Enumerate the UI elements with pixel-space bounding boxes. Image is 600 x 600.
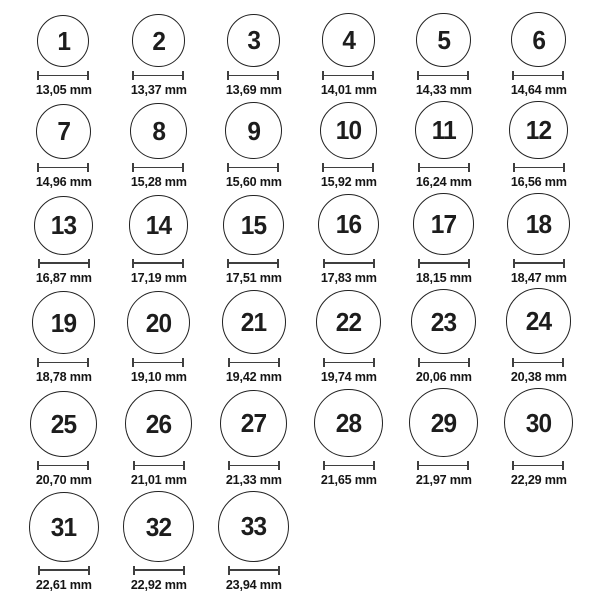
ring-size-cell (413, 193, 475, 285)
diameter-measure-line (513, 259, 565, 268)
diameter-label: 19,10 mm (130, 369, 187, 385)
ring-size-cell (507, 193, 569, 285)
ring-circle (32, 291, 95, 354)
diameter-label: 13,37 mm (130, 82, 187, 97)
chart-row-3 (16, 193, 586, 285)
diameter-label: 13,69 mm (225, 82, 282, 97)
ring-size-number: 5 (437, 24, 450, 55)
ring-circle (123, 491, 194, 562)
ring-size-cell (415, 101, 473, 189)
ring-size-cell (29, 492, 99, 592)
diameter-label: 16,24 mm (415, 174, 472, 190)
diameter-measure-line (133, 461, 185, 470)
ring-size-cell (223, 195, 283, 285)
diameter-measure-line (418, 259, 470, 268)
ring-size-number: 28 (335, 408, 362, 439)
diameter-label: 15,60 mm (225, 174, 282, 190)
diameter-measure-line (512, 71, 564, 80)
diameter-label: 20,70 mm (35, 472, 92, 488)
ring-size-number: 7 (57, 116, 70, 147)
ring-circle (413, 193, 475, 255)
ring-size-number: 29 (430, 407, 457, 438)
ring-size-number: 30 (525, 407, 552, 438)
ring-size-number: 27 (240, 408, 267, 439)
ring-circle (220, 390, 288, 458)
ring-size-cell (225, 14, 283, 97)
ring-size-number: 25 (50, 409, 77, 440)
ring-size-number: 23 (430, 306, 457, 337)
diameter-label: 14,64 mm (510, 82, 567, 97)
ring-size-number: 16 (335, 209, 362, 240)
ring-size-cell (129, 195, 189, 285)
ring-circle (34, 196, 93, 255)
ring-size-cell (35, 15, 93, 97)
diameter-label: 21,97 mm (415, 472, 472, 488)
diameter-measure-line (133, 566, 185, 575)
ring-size-number: 2 (152, 25, 165, 56)
chart-row-4 (16, 288, 586, 384)
ring-size-number: 12 (525, 114, 552, 145)
ring-size-number: 20 (145, 307, 172, 338)
chart-row-1 (16, 12, 586, 97)
ring-circle (509, 101, 568, 160)
diameter-label: 20,38 mm (510, 369, 567, 385)
diameter-label: 14,01 mm (320, 82, 377, 97)
diameter-label: 22,29 mm (510, 472, 567, 488)
diameter-label: 23,94 mm (225, 576, 282, 592)
diameter-label: 18,15 mm (415, 269, 472, 285)
ring-circle (322, 13, 376, 67)
ring-size-cell (220, 390, 288, 488)
diameter-measure-line (417, 461, 469, 470)
ring-size-cell (318, 194, 379, 285)
ring-size-number: 31 (50, 511, 77, 542)
ring-circle (507, 193, 569, 255)
diameter-measure-line (227, 71, 279, 80)
diameter-measure-line (418, 358, 470, 367)
diameter-label: 13,05 mm (35, 82, 92, 97)
diameter-label: 17,51 mm (225, 269, 282, 285)
ring-circle (29, 492, 99, 562)
ring-circle (30, 391, 96, 457)
diameter-label: 16,87 mm (35, 269, 92, 285)
ring-size-number: 17 (430, 209, 457, 240)
diameter-measure-line (228, 358, 280, 367)
diameter-measure-line (512, 461, 564, 470)
ring-circle (125, 390, 192, 457)
ring-size-cell (30, 391, 96, 487)
ring-size-number: 18 (525, 208, 552, 239)
ring-size-cell (130, 14, 188, 97)
ring-circle (37, 15, 89, 67)
diameter-measure-line (132, 259, 184, 268)
ring-size-cell (415, 13, 473, 97)
diameter-label: 16,56 mm (510, 174, 567, 190)
diameter-measure-line (227, 259, 279, 268)
ring-size-cell (409, 388, 478, 487)
diameter-measure-line (228, 566, 280, 575)
ring-circle (314, 389, 382, 457)
diameter-measure-line (323, 461, 375, 470)
diameter-label: 15,92 mm (320, 174, 377, 190)
diameter-label: 18,78 mm (35, 369, 92, 385)
ring-size-cell (127, 291, 190, 384)
diameter-measure-line (228, 461, 280, 470)
diameter-measure-line (37, 461, 89, 470)
ring-circle (506, 288, 572, 354)
diameter-label: 14,96 mm (35, 174, 92, 190)
ring-size-cell (218, 491, 289, 592)
ring-size-cell (411, 289, 476, 384)
ring-size-number: 6 (532, 24, 545, 55)
ring-circle (415, 101, 473, 159)
ring-size-number: 10 (335, 115, 362, 146)
diameter-measure-line (37, 163, 89, 172)
ring-size-number: 21 (240, 307, 267, 338)
diameter-measure-line (132, 71, 184, 80)
ring-circle (320, 102, 377, 159)
ring-size-number: 24 (525, 306, 552, 337)
diameter-label: 14,33 mm (415, 82, 472, 97)
diameter-label: 17,83 mm (320, 269, 377, 285)
ring-circle (222, 290, 286, 354)
ring-circle (132, 14, 185, 67)
ring-size-number: 15 (240, 209, 267, 240)
ring-circle (409, 388, 478, 457)
diameter-measure-line (37, 358, 89, 367)
ring-circle (227, 14, 280, 67)
diameter-measure-line (323, 259, 375, 268)
ring-size-number: 22 (335, 306, 362, 337)
diameter-measure-line (322, 71, 374, 80)
ring-circle (129, 195, 189, 255)
ring-size-cell (504, 388, 573, 487)
diameter-measure-line (417, 71, 469, 80)
ring-circle (130, 103, 186, 159)
diameter-measure-line (37, 71, 89, 80)
ring-size-cell (506, 288, 572, 384)
ring-circle (504, 388, 573, 457)
diameter-label: 21,65 mm (320, 472, 377, 488)
ring-size-cell (32, 291, 95, 384)
diameter-label: 22,61 mm (35, 576, 92, 592)
ring-size-cell (510, 12, 568, 97)
diameter-measure-line (132, 358, 184, 367)
ring-size-cell (35, 104, 93, 190)
ring-size-cell (123, 491, 194, 592)
ring-size-cell (320, 102, 378, 189)
ring-size-number: 9 (247, 115, 260, 146)
ring-circle (318, 194, 379, 255)
ring-size-number: 19 (50, 307, 77, 338)
ring-size-number: 32 (145, 511, 172, 542)
ring-circle (225, 102, 282, 159)
ring-size-cell (509, 101, 568, 190)
diameter-measure-line (322, 163, 374, 172)
ring-size-cell (314, 389, 382, 487)
ring-size-number: 14 (145, 210, 172, 240)
ring-size-number: 4 (342, 25, 355, 56)
ring-circle (223, 195, 283, 255)
diameter-label: 15,28 mm (130, 174, 187, 190)
diameter-measure-line (512, 358, 564, 367)
diameter-measure-line (38, 566, 90, 575)
ring-circle (316, 290, 381, 355)
ring-circle (36, 104, 92, 160)
ring-size-cell (125, 390, 192, 487)
ring-size-number: 13 (50, 210, 77, 241)
diameter-measure-line (132, 163, 184, 172)
ring-size-number: 1 (57, 26, 70, 56)
diameter-label: 21,33 mm (225, 472, 282, 488)
ring-size-number: 26 (145, 408, 172, 439)
diameter-measure-line (38, 259, 90, 268)
ring-size-cell (34, 196, 93, 285)
chart-row-5 (16, 388, 586, 487)
diameter-measure-line (513, 163, 565, 172)
chart-row-2 (16, 101, 586, 190)
ring-size-cell (222, 290, 286, 384)
chart-row-6 (16, 491, 586, 592)
ring-size-number: 3 (247, 25, 260, 56)
ring-circle (416, 13, 470, 67)
diameter-label: 19,42 mm (225, 369, 282, 385)
diameter-label: 22,92 mm (130, 576, 187, 592)
ring-size-cell (316, 290, 381, 385)
ring-size-cell (225, 102, 283, 189)
diameter-measure-line (323, 358, 375, 367)
ring-circle (127, 291, 190, 354)
diameter-measure-line (227, 163, 279, 172)
ring-circle (511, 12, 566, 67)
diameter-measure-line (418, 163, 470, 172)
diameter-label: 19,74 mm (320, 369, 377, 385)
ring-size-number: 8 (152, 116, 165, 147)
ring-size-cell (130, 103, 188, 189)
ring-size-cell (320, 13, 378, 97)
ring-size-number: 11 (431, 115, 456, 146)
ring-circle (411, 289, 476, 354)
ring-circle (218, 491, 289, 562)
diameter-label: 20,06 mm (415, 369, 472, 385)
diameter-label: 21,01 mm (130, 472, 187, 488)
ring-size-number: 33 (240, 511, 267, 542)
diameter-label: 18,47 mm (510, 269, 567, 285)
diameter-label: 17,19 mm (130, 269, 187, 285)
